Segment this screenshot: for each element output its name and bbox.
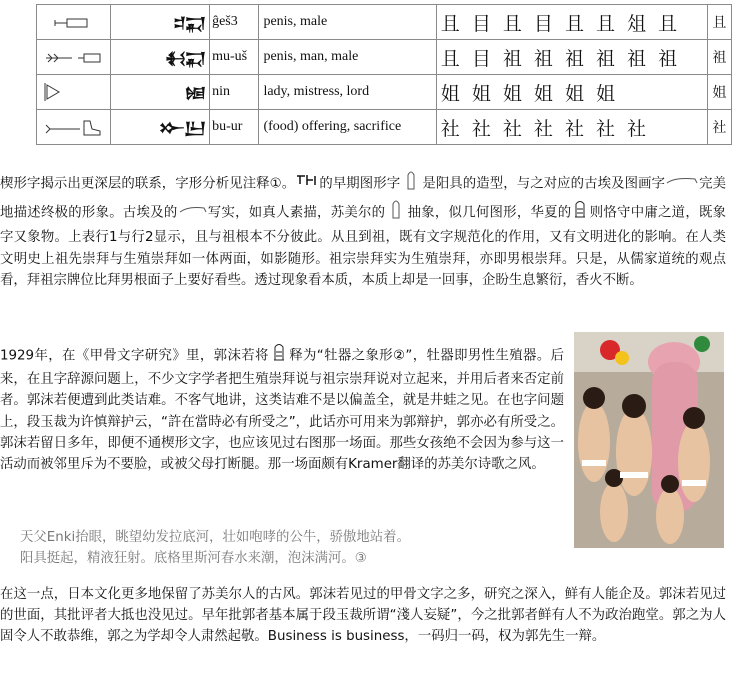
modern-character: 祖 <box>707 40 731 75</box>
paragraph-text: 的早期图形字 <box>319 176 401 192</box>
ancient-forms: 社 社 社 社 社 社 社 <box>436 110 707 145</box>
egyptian-hieroglyph-icon <box>178 202 208 223</box>
table-row <box>37 40 732 75</box>
oracle-bone-qie-icon <box>273 342 285 369</box>
paragraph-text: 抽象，似几何图形，华夏的 <box>407 205 572 221</box>
sumerian-sign-icon <box>391 198 401 227</box>
cuneiform-sign: 𒁍𒌨 <box>110 110 209 145</box>
egyptian-hieroglyph-icon <box>665 173 699 194</box>
table-row <box>37 5 732 40</box>
quote-line: 天父Enki抬眼，眺望幼发拉底河，壮如咆哮的公牛，骄傲地站着。 <box>20 530 410 545</box>
hieroglyph-penis-icon <box>37 5 111 40</box>
paragraph-text: 楔形字揭示出更深层的联系，字形分析见注释①。 <box>0 176 296 192</box>
hieroglyph-offering-icon <box>37 110 111 145</box>
sumerian-reading: ĝeš3 <box>210 5 259 40</box>
paragraph-text: 1929年，在《甲骨文字研究》里，郭沫若将 <box>0 348 269 364</box>
poem-quote <box>20 527 560 569</box>
sumerian-reading: bu-ur <box>210 110 259 145</box>
paragraph-text: 完美地描述终极的形象。古埃及的 <box>0 176 727 221</box>
cuneiform-sign: 𒎏 <box>110 75 209 110</box>
cuneiform-sign: 𒄑𒍑 <box>110 5 209 40</box>
chinese-qie-icon <box>574 199 586 226</box>
paragraph-text: 释为“牡器之象形②”，牡器即男性生殖器。后来，在且字辞源问题上，不少文字学者把生殖崇拜说与祖宗崇拜说对立起来，并用后者来否定前者。郭沫若便遭到此类诘难。不客气地讲，这类诘难不是以偏盖全，就是井蛙之见。在也字问题上，段玉裁为许慎辩护云，“許在當時必有所受之”，此话亦可用来为郭辩护，郭亦必有所受之。郭沫若留日多年，即便不通楔形文字，也应该见过右图那一场面。那些女孩绝不会因为参与这一活动而被邻里斥为不要脸，或被父母打断腿。那一场面颇有Kramer翻译的苏美尔诗歌之风。 <box>0 348 564 473</box>
ancient-forms: 且 目 祖 祖 祖 祖 祖 祖 <box>436 40 707 75</box>
hieroglyph-lady-icon <box>37 75 111 110</box>
paragraph-analysis <box>0 169 726 291</box>
meaning: penis, male <box>259 5 436 40</box>
table-row <box>37 110 732 145</box>
paragraph-text: 是阳具的造型，与之对应的古埃及图画字 <box>422 176 666 192</box>
paragraph-guo-moruo <box>0 342 564 475</box>
table-row <box>37 75 732 110</box>
paragraph-conclusion: 在这一点，日本文化更多地保留了苏美尔人的古风。郭沫若见过的甲骨文字之多，研究之深入，鲜有人能企及。郭沫若见过的世面，其批评者大抵也没见过。早年批郭者基本属于段玉裁所谓“淺人妄疑”，今之批郭者鲜有人不为政治跑堂。郭之为人固令人不敢恭维，郭之为学却令人肃然起敬。Business is business，一码归一码，权为郭先生一辩。 <box>0 587 726 645</box>
ancient-forms: 且 目 且 目 且 且 俎 且 <box>436 5 707 40</box>
sumerian-reading: mu-uš <box>210 40 259 75</box>
meaning: lady, mistress, lord <box>259 75 436 110</box>
paragraph-text: 写实，如真人素描，苏美尔的 <box>207 205 386 221</box>
meaning: penis, man, male <box>259 40 436 75</box>
festival-photo <box>574 332 724 548</box>
modern-character: 社 <box>707 110 731 145</box>
modern-character: 姐 <box>707 75 731 110</box>
meaning: (food) offering, sacrifice <box>259 110 436 145</box>
sumerian-reading: nin <box>210 75 259 110</box>
character-comparison-table <box>36 4 732 145</box>
cuneiform-inline-icon <box>295 173 319 194</box>
quote-line: 阳具挺起，精液狂射。底格里斯河春水来潮，泡沫满河。③ <box>20 551 367 566</box>
oracle-bone-qie-icon <box>406 169 416 198</box>
modern-character: 且 <box>707 5 731 40</box>
ancient-forms: 姐 姐 姐 姐 姐 姐 <box>436 75 707 110</box>
cuneiform-sign: 𒈬𒍑 <box>110 40 209 75</box>
hieroglyph-man-icon <box>37 40 111 75</box>
paragraph-text: 则恪守中庸之道，既象字又象物。上表行1与行2显示，且与祖根本不分彼此。从且到祖，既有文字规范化的作用，又有文明进化的影响。在人类文明史上祖先崇拜与生殖崇拜如一体两面，如影随形。祖宗崇拜实为生殖崇拜，亦即男根崇拜。只是，从儒家道统的观点看，拜祖宗牌位比拜男根面子上要好看些。透过现象看本质，本质上却是一回事，企盼生息繁衍，香火不断。 <box>0 205 727 288</box>
